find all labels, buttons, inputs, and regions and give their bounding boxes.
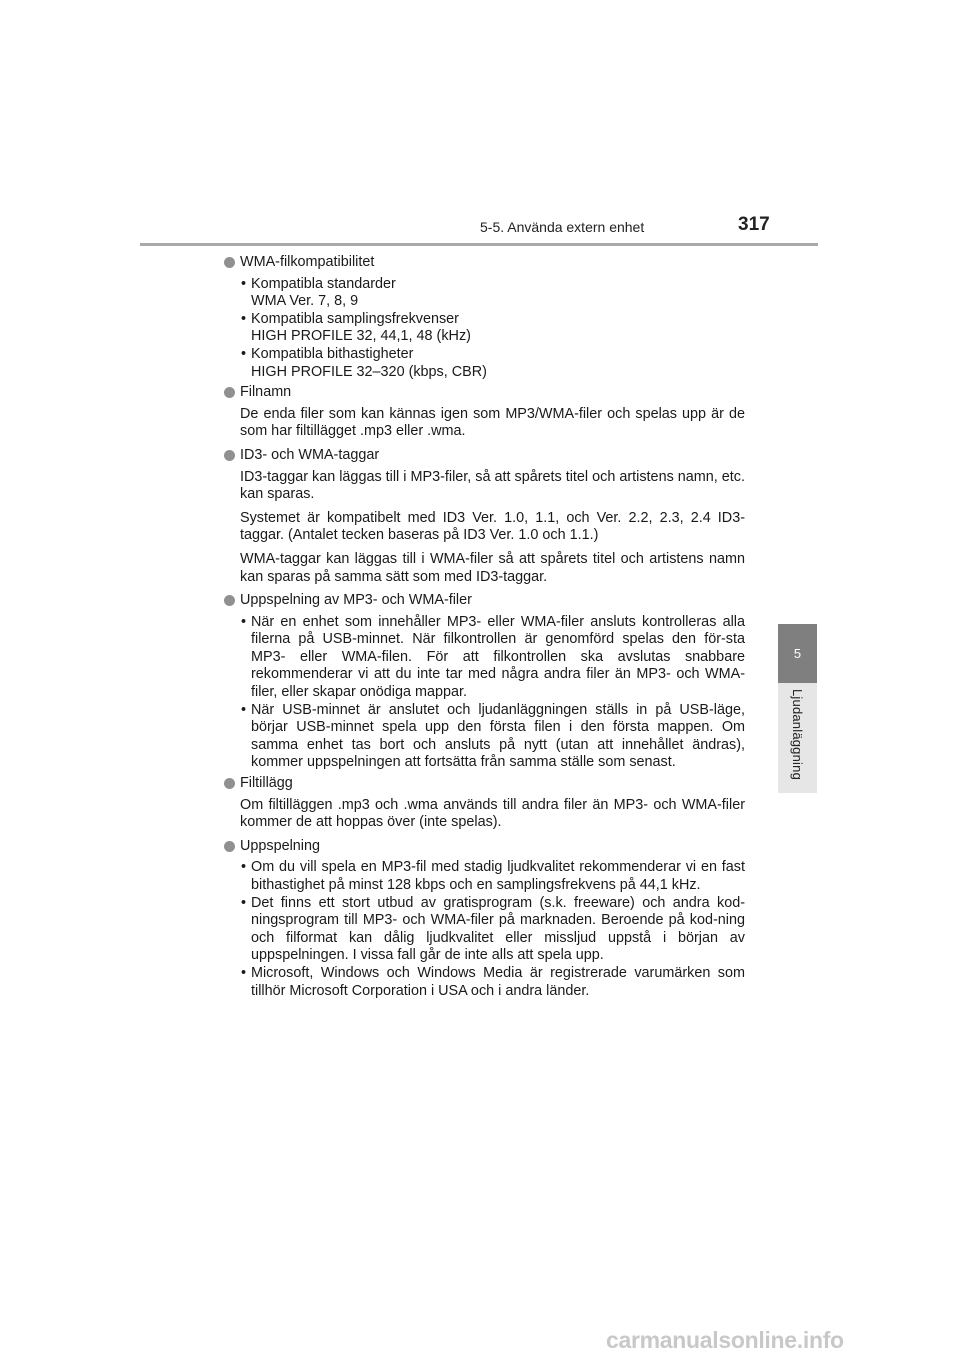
- chapter-tab-number[interactable]: 5: [778, 624, 817, 683]
- chapter-tab-label[interactable]: [778, 683, 817, 793]
- header-divider: [140, 243, 818, 246]
- section-heading: [223, 447, 745, 465]
- spec-value: WMA Ver. 7, 8, 9: [251, 293, 359, 310]
- paragraph: Om filtilläggen .mp3 och .wma används till andra filer än MP3- och WMA-filer kommer de att hoppas över (inte spelas).: [240, 796, 745, 831]
- section-heading: [223, 838, 745, 856]
- list-item: • När en enhet som innehåller MP3- eller WMA-filer ansluts kontrolleras alla filerna på USB-minnet. När filkontrollen är genomförd spelas den för-sta MP3- eller WMA-filen. För att filkontrollen ska avslutas snabbare rekommenderar vi att du inte tar med några andra filer än MP3- och WMA-filer, eller skapar onödiga mappar.: [223, 614, 745, 702]
- spec-label: • Kompatibla bithastigheter: [251, 345, 414, 362]
- paragraph: ID3-taggar kan läggas till i MP3-filer, så att spårets titel och artistens namn, etc. kan sparas.: [240, 468, 745, 503]
- list-item: • Microsoft, Windows och Windows Media är registrerade varumärken som tillhör Microsoft Corporation i USA och i andra länder.: [223, 965, 745, 1000]
- section-tags: [223, 447, 745, 586]
- list-item: [223, 311, 745, 346]
- heading-text: Filtillägg: [240, 775, 293, 792]
- watermark-logo: carmanualsonline.info: [606, 1327, 844, 1353]
- spec-list: [223, 276, 745, 382]
- section-playback-files: [223, 592, 745, 772]
- chapter-tab-label-text: Ljudanläggning: [790, 689, 805, 780]
- spec-value: HIGH PROFILE 32, 44,1, 48 (kHz): [251, 328, 471, 345]
- heading-text: ID3- och WMA-taggar: [240, 446, 380, 463]
- heading-text: Uppspelning: [240, 837, 321, 854]
- bullet-list: [223, 859, 745, 1000]
- paragraph: Systemet är kompatibelt med ID3 Ver. 1.0, 1.1, och Ver. 2.2, 2.3, 2.4 ID3-taggar. (Antalet tecken baseras på ID3 Ver. 1.0 och 1.1.): [240, 509, 745, 544]
- page-content: [223, 254, 745, 1003]
- section-heading: [223, 384, 745, 402]
- page-number: 317: [738, 214, 770, 235]
- spec-label: • Kompatibla standarder: [251, 275, 396, 292]
- list-item: • Det finns ett stort utbud av gratisprogram (s.k. freeware) och andra kod-ningsprogram till MP3- och WMA-filer på marknaden. Beroende på kod-ning och filformat kan dålig ljudkvalitet eller missljud uppstå i början av uppspelningen. I vissa fall går de inte alls att spela upp.: [223, 895, 745, 965]
- list-item: • Om du vill spela en MP3-fil med stadig ljudkvalitet rekommenderar vi en fast bithastighet på minst 128 kbps och en samplingsfrekvens på 44,1 kHz.: [223, 859, 745, 894]
- spec-label: • Kompatibla samplingsfrekvenser: [251, 310, 459, 327]
- circle-bullet-icon: [224, 595, 235, 606]
- list-item: • När USB-minnet är anslutet och ljudanläggningen ställs in på USB-läge, börjar USB-minnet spela upp den första filen i den första mappen. Om samma enhet tas bort och ansluts på nytt (utan att innehållet ändras), kommer uppspelningen att fortsätta från samma ställe som senast.: [223, 702, 745, 772]
- heading-text: Filnamn: [240, 384, 292, 401]
- section-heading: [223, 254, 745, 272]
- spec-value: HIGH PROFILE 32–320 (kbps, CBR): [251, 363, 487, 380]
- circle-bullet-icon: [224, 778, 235, 789]
- section-wma-compatibility: [223, 254, 745, 381]
- bullet-list: [223, 614, 745, 772]
- heading-text: WMA-filkompatibilitet: [240, 254, 375, 270]
- section-heading: [223, 775, 745, 793]
- list-item: [223, 346, 745, 381]
- circle-bullet-icon: [224, 841, 235, 852]
- paragraph: De enda filer som kan kännas igen som MP3/WMA-filer och spelas upp är de som har filtillägget .mp3 eller .wma.: [240, 405, 745, 440]
- section-filename: [223, 384, 745, 441]
- section-file-extension: [223, 775, 745, 832]
- list-item: [223, 276, 745, 311]
- heading-text: Uppspelning av MP3- och WMA-filer: [240, 592, 472, 609]
- circle-bullet-icon: [224, 387, 235, 398]
- circle-bullet-icon: [224, 450, 235, 461]
- paragraph: WMA-taggar kan läggas till i WMA-filer så att spårets titel och artistens namn kan sparas på samma sätt som med ID3-taggar.: [240, 550, 745, 585]
- section-heading: [223, 592, 745, 610]
- circle-bullet-icon: [224, 257, 235, 268]
- section-header-title: 5-5. Använda extern enhet: [480, 219, 645, 235]
- section-playback: [223, 838, 745, 1000]
